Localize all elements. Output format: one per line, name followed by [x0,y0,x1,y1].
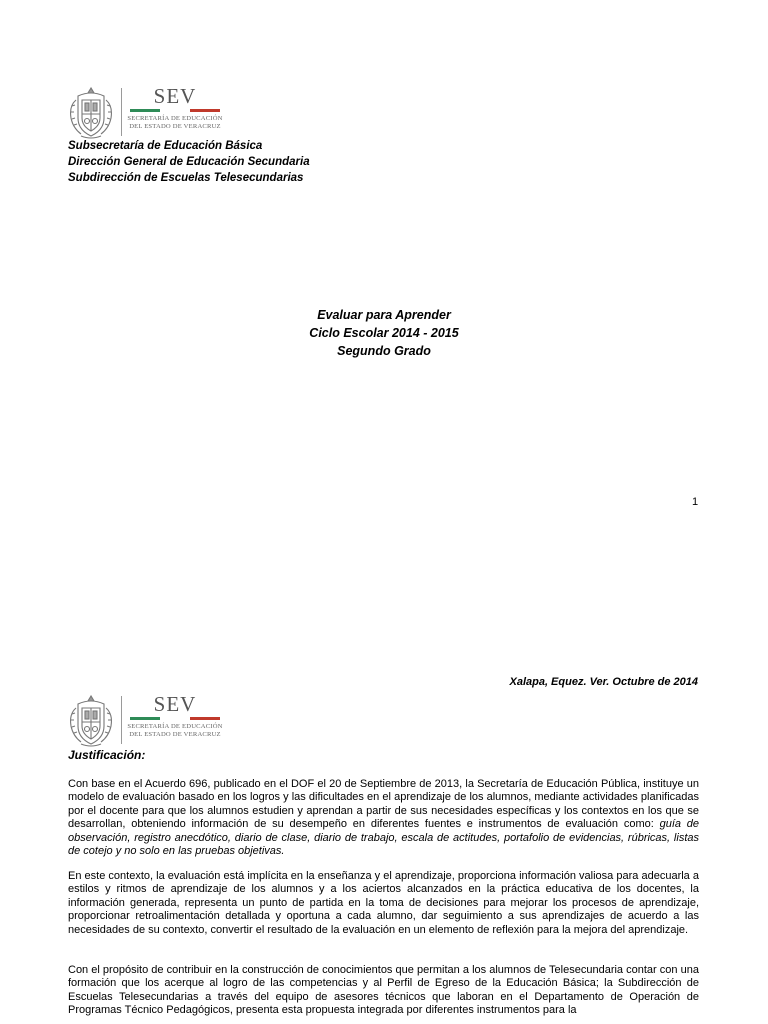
sev-logo [66,692,226,748]
paragraph-2: En este contexto, la evaluación está implícita en la enseñanza y el aprendizaje, proporciona información valiosa para adecuarla a estilos y ritmos de aprendizaje de los alumnos y a los aciertos alcanzados en la práctica educativa de los docentes, la información generada, representa un punto de partida en la toma de decisiones para mejorar los procesos de aprendizaje, proporcionar retroalimentación detallada y oportuna a cada alumno, dar seguimiento a sus aprendizajes de acuerdo a las necesidades de su contexto, convertir el resultado de la evaluación en un elemento de reflexión para la mejora del aprendizaje. [68,870,699,936]
logo-color-bar [130,717,220,720]
logo-divider [121,696,122,744]
paragraph-1-text: Con base en el Acuerdo 696, publicado en el DOF el 20 de Septiembre de 2013, la Secretaría de Educación Pública, instituye un modelo de evaluación basado en los logros y las dificultades en el aprendizaje de los alumnos, mediante actividades planificadas por el docente para que los alumnos estudien y aprendan a partir de sus necesidades específicas y los contextos en los que se desarrollan, obteniendo información de su desempeño en diferentes fuentes e instrumentos de evaluación como: [68,778,699,831]
logo-line-2: DEL ESTADO DE VERACRUZ [129,731,221,738]
logo-line-2: DEL ESTADO DE VERACRUZ [129,123,221,130]
section-heading: Justificación: [68,748,146,762]
veracruz-coat-of-arms-icon [66,692,116,748]
header-line-1: Subsecretaría de Educación Básica [68,140,263,152]
paragraph-1-italic: guía de observación, registro anecdótico, diario de clase, diario de trabajo, escala de actitudes, portafolio de evidencias, rúbricas, listas de cotejo y no solo en las pruebas objetivas. [68,818,700,858]
title-line-1: Evaluar para Aprender [317,308,451,322]
title-line-2: Ciclo Escolar 2014 - 2015 [309,326,459,340]
document-title [0,306,768,360]
logo-brand: SEV [153,84,197,108]
header-block [68,138,310,186]
header-line-2: Dirección General de Educación Secundaria [68,156,310,168]
header-line-3: Subdirección de Escuelas Telesecundarias [68,172,304,184]
paragraph-3: Con el propósito de contribuir en la construcción de conocimientos que permitan a los alumnos de Telesecundaria contar con una formación que los acerque al logro de las competencias y al Perfil de Egreso de la Educación Básica; la Subdirección de Escuelas Telesecundarias a través del equipo de asesores técnicos que laboran en el Departamento de Operación de Programas Técnico Pedagógicos, presenta esta propuesta integrada por diferentes instrumentos para la [68,964,699,1017]
logo-color-bar [130,109,220,112]
logo-line-1: SECRETARÍA DE EDUCACIÓN [127,723,223,730]
title-line-3: Segundo Grado [337,344,431,358]
place-date: Xalapa, Equez. Ver. Octubre de 2014 [509,676,698,688]
veracruz-coat-of-arms-icon [66,84,116,140]
logo-line-1: SECRETARÍA DE EDUCACIÓN [127,115,223,122]
logo-divider [121,88,122,136]
page-number: 1 [692,496,699,508]
logo-brand: SEV [153,692,197,716]
paragraph-1 [68,778,699,858]
sev-logo [66,84,226,140]
